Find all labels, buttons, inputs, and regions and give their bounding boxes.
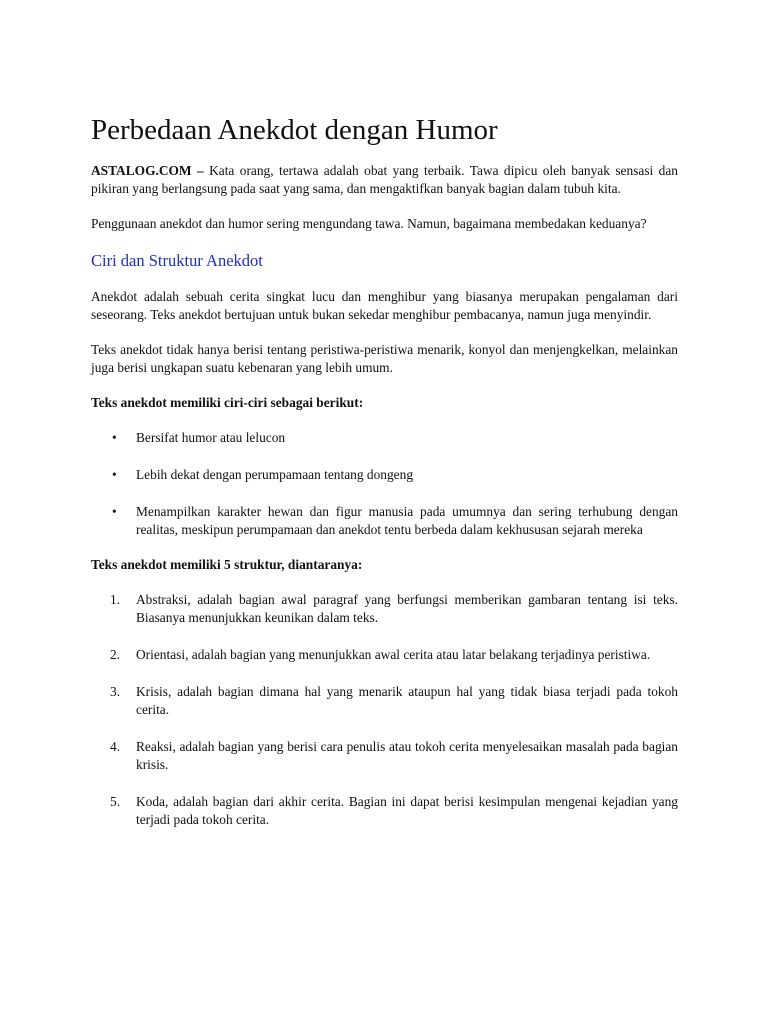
source-label: ASTALOG.COM – — [91, 163, 204, 178]
list-item-text: Orientasi, adalah bagian yang menunjukkan awal cerita atau latar belakang terjadinya peristiwa. — [136, 647, 651, 662]
list-item-text: Koda, adalah bagian dari akhir cerita. Bagian ini dapat berisi kesimpulan mengenai kejadian yang terjadi pada tokoh cerita. — [136, 794, 678, 827]
list-item — [91, 646, 678, 664]
list-item-text: Menampilkan karakter hewan dan figur manusia pada umumnya dan sering terhubung dengan realitas, meskipun perumpamaan dan anekdot tentu berbeda dalam kekhususan sejarah mereka — [136, 504, 678, 537]
list-item — [91, 503, 678, 539]
intro-text: Kata orang, tertawa adalah obat yang terbaik. Tawa dipicu oleh banyak sensasi dan pikiran yang berlangsung pada saat yang sama, dan mengaktifkan banyak bagian dalam tubuh kita. — [91, 163, 678, 196]
list-number: 5. — [110, 794, 121, 809]
list-item — [91, 591, 678, 627]
list-item-text: Reaksi, adalah bagian yang berisi cara penulis atau tokoh cerita menyelesaikan masalah pada bagian krisis. — [136, 739, 678, 772]
bullet-icon: • — [112, 504, 117, 519]
list-item — [91, 683, 678, 719]
bullet-icon: • — [112, 467, 117, 482]
structure-list — [91, 591, 678, 829]
paragraph-question: Penggunaan anekdot dan humor sering mengundang tawa. Namun, bagaimana membedakan keduanya? — [91, 216, 647, 231]
structure-heading: Teks anekdot memiliki 5 struktur, diantaranya: — [91, 557, 363, 572]
list-number: 3. — [110, 684, 121, 699]
list-item — [91, 793, 678, 829]
intro-paragraph — [91, 162, 678, 198]
document-page — [91, 112, 678, 846]
features-list — [91, 429, 678, 539]
list-item-text: Lebih dekat dengan perumpamaan tentang dongeng — [136, 467, 414, 482]
paragraph-definition: Anekdot adalah sebuah cerita singkat lucu dan menghibur yang biasanya merupakan pengalaman dari seseorang. Teks anekdot bertujuan untuk bukan sekedar menghibur pembacanya, namun juga menyindir. — [91, 289, 678, 322]
list-item — [91, 738, 678, 774]
list-number: 2. — [110, 647, 121, 662]
list-item-text: Krisis, adalah bagian dimana hal yang menarik ataupun hal yang tidak biasa terjadi pada tokoh cerita. — [136, 684, 678, 717]
list-item-text: Bersifat humor atau lelucon — [136, 430, 286, 445]
list-number: 1. — [110, 592, 121, 607]
list-item — [91, 429, 678, 447]
list-number: 4. — [110, 739, 121, 754]
list-item-text: Abstraksi, adalah bagian awal paragraf yang berfungsi memberikan gambaran tentang isi teks. Biasanya menunjukkan keunikan dalam teks. — [136, 592, 678, 625]
bullet-icon: • — [112, 430, 117, 445]
list-item — [91, 466, 678, 484]
features-heading: Teks anekdot memiliki ciri-ciri sebagai berikut: — [91, 395, 364, 410]
paragraph-content: Teks anekdot tidak hanya berisi tentang peristiwa-peristiwa menarik, konyol dan menjengkelkan, melainkan juga berisi ungkapan suatu kebenaran yang lebih umum. — [91, 342, 678, 375]
section-heading: Ciri dan Struktur Anekdot — [91, 251, 263, 270]
page-title: Perbedaan Anekdot dengan Humor — [91, 114, 498, 146]
